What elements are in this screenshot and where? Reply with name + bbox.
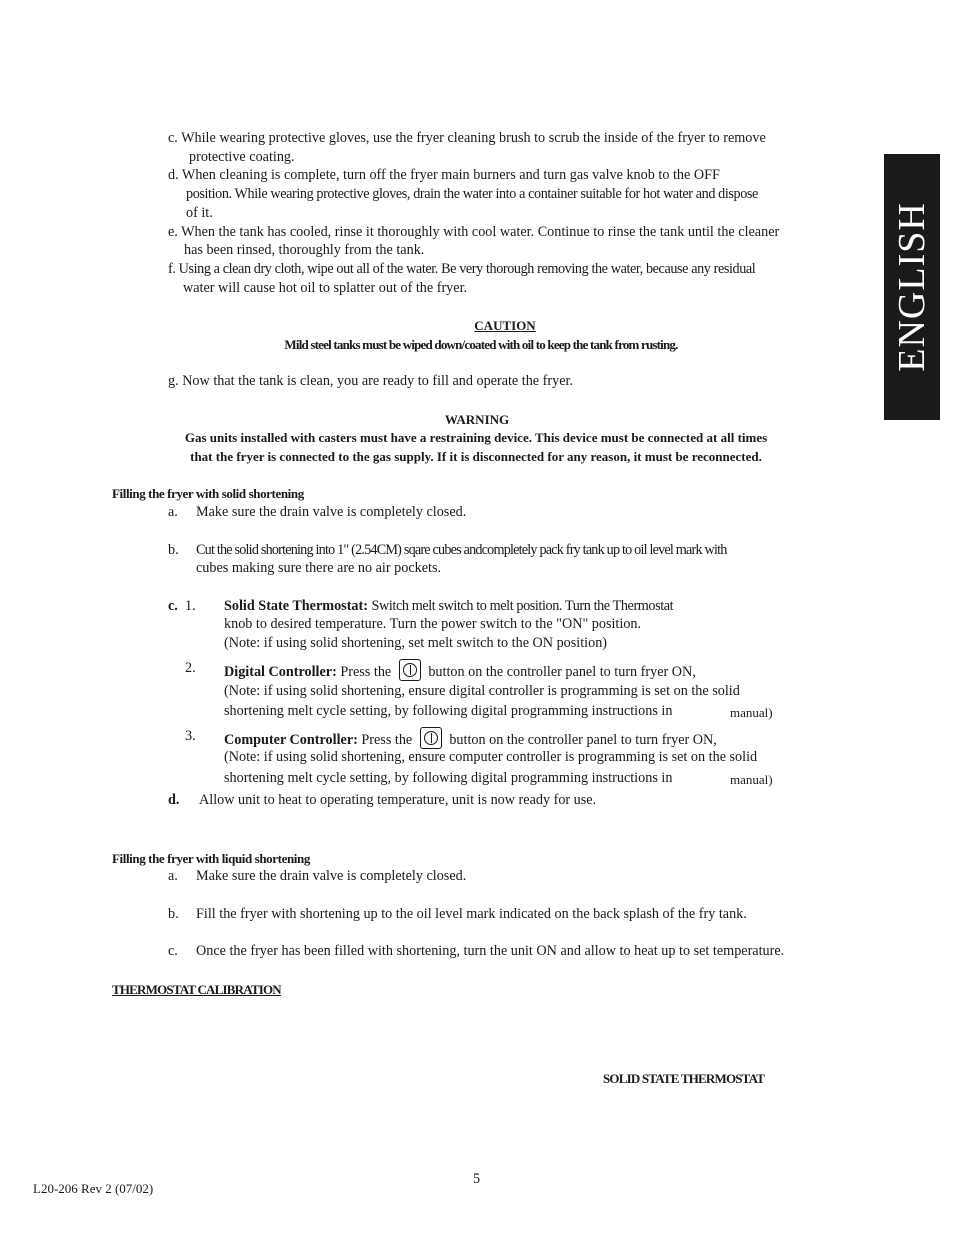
- solid-c1-label: Solid State Thermostat:: [224, 598, 368, 614]
- solid-c2-num: 2.: [185, 660, 196, 676]
- solid-b-marker: b.: [168, 542, 179, 558]
- solid-heading: Filling the fryer with solid shortening: [112, 486, 304, 501]
- solid-c2-note-1: (Note: if using solid shortening, ensure digital controller is programming is set on the solid: [224, 683, 740, 699]
- solid-c3-label: Computer Controller:: [224, 732, 358, 748]
- document-id: L20-206 Rev 2 (07/02): [33, 1181, 154, 1196]
- solid-c3-post: button on the controller panel to turn fryer ON,: [449, 732, 717, 748]
- liquid-heading: Filling the fryer with liquid shortening: [112, 851, 310, 866]
- step-f-line-1: f. Using a clean dry cloth, wipe out all of the water. Be very thorough removing the water, because any residual: [168, 261, 756, 277]
- step-d-line-1: d. When cleaning is complete, turn off the fryer main burners and turn gas valve knob to the OFF: [168, 167, 720, 183]
- page-number: 5: [473, 1171, 481, 1187]
- solid-c2-note-end: manual): [730, 705, 773, 720]
- calibration-heading: THERMOSTAT CALIBRATION: [112, 982, 281, 997]
- solid-c2-post: button on the controller panel to turn fryer ON,: [428, 664, 696, 680]
- solid-d-marker: d.: [168, 792, 180, 808]
- solid-b-text-2: cubes making sure there are no air pockets.: [196, 560, 442, 576]
- warning-title: WARNING: [444, 412, 510, 427]
- solid-c3-pre: Press the: [361, 732, 413, 748]
- step-d-line-2: position. While wearing protective gloves, drain the water into a container suitable for hot water and dispose: [186, 186, 758, 202]
- step-d-line-3: of it.: [186, 205, 213, 221]
- solid-d-text: Allow unit to heat to operating temperature, unit is now ready for use.: [199, 792, 597, 808]
- solid-c3-line: [224, 727, 717, 750]
- solid-b-text-1: Cut the solid shortening into 1" (2.54CM) sqare cubes andcompletely pack fry tank up to oil level mark with: [196, 542, 727, 558]
- solid-c2-note-2: shortening melt cycle setting, by following digital programming instructions in: [224, 703, 673, 719]
- liquid-b-marker: b.: [168, 906, 179, 922]
- liquid-a-marker: a.: [168, 868, 178, 884]
- caution-title: CAUTION: [474, 318, 536, 333]
- solid-c2-label: Digital Controller:: [224, 664, 337, 680]
- solid-c3-note-end: manual): [730, 772, 773, 787]
- solid-c3-note-2: shortening melt cycle setting, by following digital programming instructions in: [224, 770, 673, 786]
- liquid-a-text: Make sure the drain valve is completely closed.: [196, 868, 467, 884]
- power-button-icon: [420, 727, 442, 749]
- solid-c1-text-1: Switch melt switch to melt position. Turn the Thermostat: [371, 598, 674, 614]
- calibration-subheading: SOLID STATE THERMOSTAT: [603, 1071, 765, 1086]
- step-f-line-2: water will cause hot oil to splatter out of the fryer.: [183, 280, 468, 296]
- language-tab: [884, 154, 940, 420]
- liquid-c-text: Once the fryer has been filled with shortening, turn the unit ON and allow to heat up to set temperature.: [196, 943, 785, 959]
- caution-text: Mild steel tanks must be wiped down/coated with oil to keep the tank from rusting.: [284, 337, 678, 352]
- solid-c2-pre: Press the: [340, 664, 392, 680]
- solid-c1-text-2: knob to desired temperature. Turn the power switch to the "ON" position.: [224, 616, 642, 632]
- solid-c2-line: [224, 659, 696, 682]
- solid-c-marker: c.: [168, 598, 178, 614]
- solid-c1-line-1: [224, 597, 673, 616]
- step-g: g. Now that the tank is clean, you are ready to fill and operate the fryer.: [168, 373, 573, 389]
- solid-c1-text-3: (Note: if using solid shortening, set melt switch to the ON position): [224, 635, 608, 651]
- power-button-icon: [399, 659, 421, 681]
- warning-line-2: that the fryer is connected to the gas supply. If it is disconnected for any reason, it must be reconnected.: [190, 449, 762, 464]
- solid-c3-note-1: (Note: if using solid shortening, ensure computer controller is programming is set on the solid: [224, 749, 758, 765]
- step-e-line-2: has been rinsed, thoroughly from the tank.: [184, 242, 425, 258]
- step-c-line-1: c. While wearing protective gloves, use the fryer cleaning brush to scrub the inside of the fryer to remove: [168, 130, 766, 146]
- liquid-b-text: Fill the fryer with shortening up to the oil level mark indicated on the back splash of the fry tank.: [196, 906, 747, 922]
- warning-line-1: Gas units installed with casters must have a restraining device. This device must be connected at all times: [184, 430, 768, 445]
- step-c-line-2: protective coating.: [189, 149, 295, 165]
- solid-c1-num: 1.: [185, 598, 196, 614]
- solid-a-text: Make sure the drain valve is completely closed.: [196, 504, 467, 520]
- language-tab-label: ENGLISH: [891, 202, 933, 372]
- liquid-c-marker: c.: [168, 943, 178, 959]
- step-e-line-1: e. When the tank has cooled, rinse it thoroughly with cool water. Continue to rinse the tank until the cleaner: [168, 224, 780, 240]
- solid-c3-num: 3.: [185, 728, 196, 744]
- solid-a-marker: a.: [168, 504, 178, 520]
